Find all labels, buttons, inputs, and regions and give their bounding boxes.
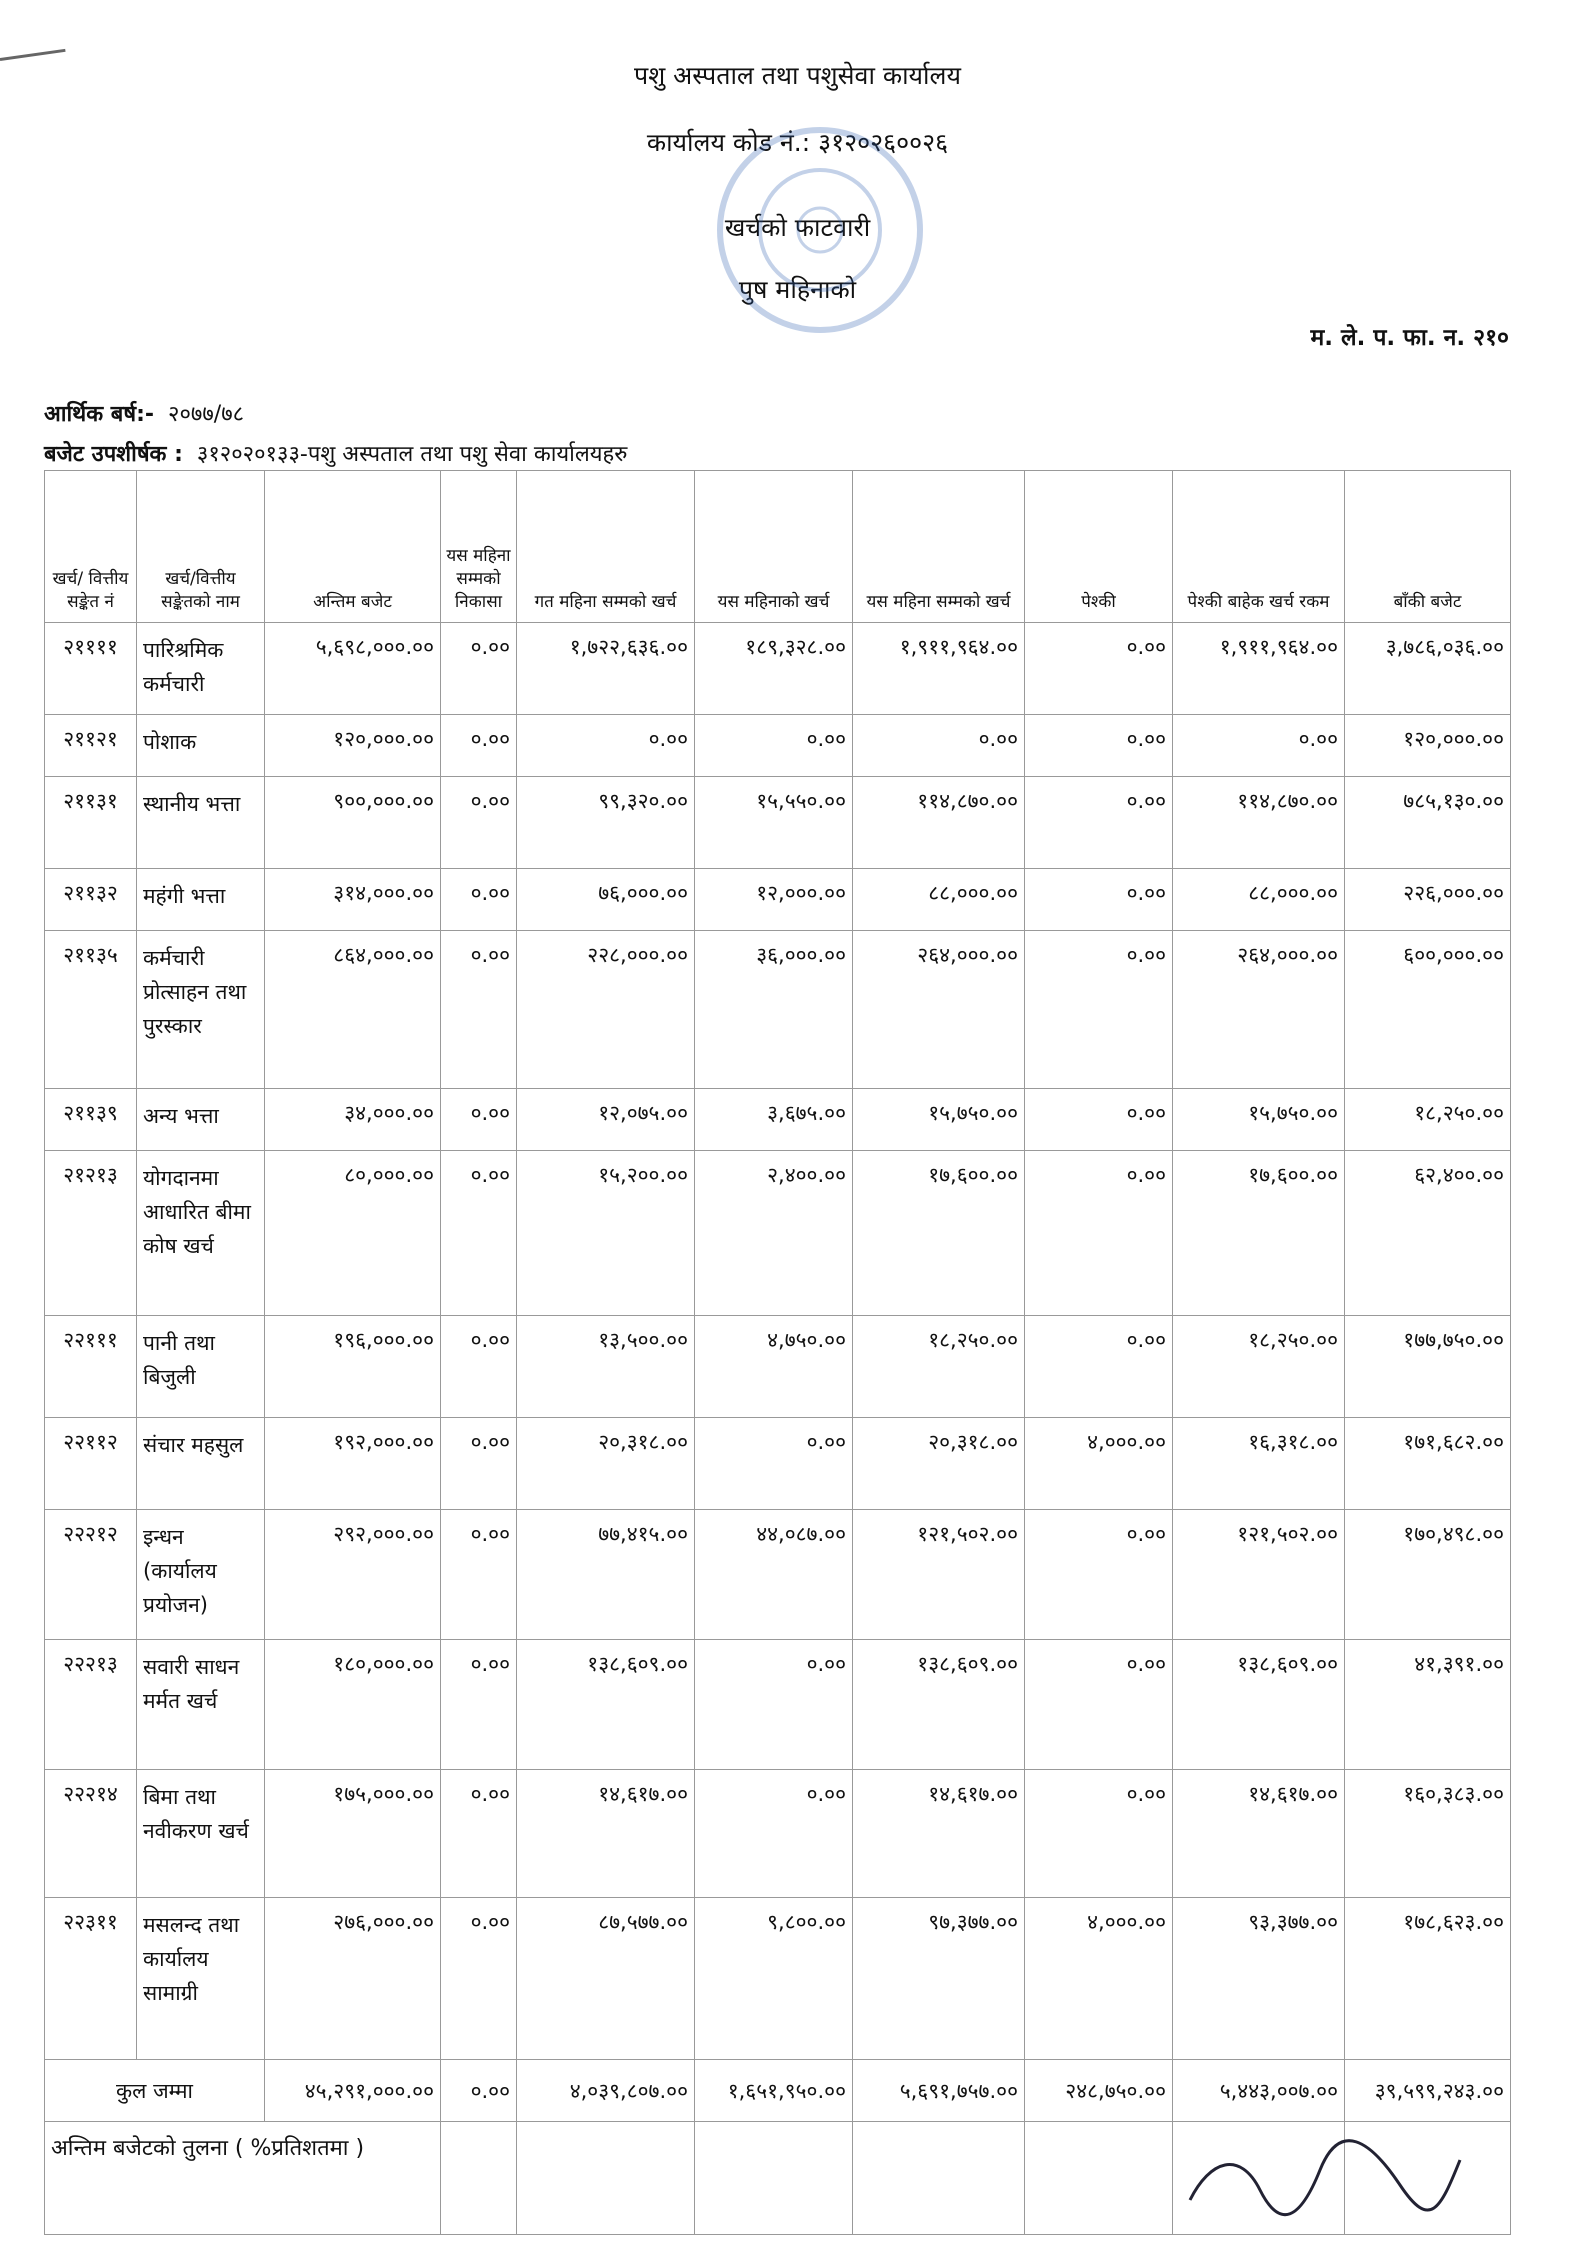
cell-net-expense: १८,२५०.०० [1173,1316,1345,1418]
cell-remaining: १८,२५०.०० [1345,1089,1511,1151]
total-final-budget: ४५,२९१,०००.०० [265,2060,441,2122]
table-row [45,1898,1511,2060]
report-title: खर्चको फाटवारी [724,213,871,242]
cell-month-expense: २,४००.०० [695,1151,853,1316]
cell-final-budget: २९२,०००.०० [265,1510,441,1640]
cell-final-budget: ५,६९८,०००.०० [265,623,441,715]
cell-name: महंगी भत्ता [137,869,265,931]
fiscal-year-value: २०७७/७८ [168,402,245,427]
total-advance: २४८,७५०.०० [1025,2060,1173,2122]
cell-final-budget: ३१४,०००.०० [265,869,441,931]
cell-cumulative-expense: १७,६००.०० [853,1151,1025,1316]
col-header-advance: पेश्की [1025,471,1173,623]
col-header-final-budget: अन्तिम बजेट [265,471,441,623]
col-header-prev-expense: गत महिना सम्मको खर्च [517,471,695,623]
cell-cumulative-expense: ०.०० [853,715,1025,777]
total-remaining: ३९,५९९,२४३.०० [1345,2060,1511,2122]
cell-cumulative-expense: ९७,३७७.०० [853,1898,1025,2060]
cell-month-expense: १५,५५०.०० [695,777,853,869]
total-cumulative-expense: ५,६९१,७५७.०० [853,2060,1025,2122]
cell-release: ०.०० [441,1898,517,2060]
cell-net-expense: ९३,३७७.०० [1173,1898,1345,2060]
cell-final-budget: ८६४,०००.०० [265,931,441,1089]
expense-table [44,470,1511,2235]
cell-final-budget: १९२,०००.०० [265,1418,441,1510]
cell-cumulative-expense: १२१,५०२.०० [853,1510,1025,1640]
total-month-expense: १,६५१,९५०.०० [695,2060,853,2122]
col-header-remaining: बाँकी बजेट [1345,471,1511,623]
cell-net-expense: १२१,५०२.०० [1173,1510,1345,1640]
cell-remaining: १७१,६८२.०० [1345,1418,1511,1510]
cell-net-expense: ८८,०००.०० [1173,869,1345,931]
table-row [45,1510,1511,1640]
office-name: पशु अस्पताल तथा पशुसेवा कार्यालय [634,61,961,90]
cell-name: सवारी साधन मर्मत खर्च [137,1640,265,1770]
cell-remaining: ६००,०००.०० [1345,931,1511,1089]
cell-code: २११११ [45,623,137,715]
cell-advance: ०.०० [1025,1316,1173,1418]
cell-code: २११२१ [45,715,137,777]
cell-name: बिमा तथा नवीकरण खर्च [137,1770,265,1898]
col-header-cumulative-expense: यस महिना सम्मको खर्च [853,471,1025,623]
cell-month-expense: ४,७५०.०० [695,1316,853,1418]
table-row [45,623,1511,715]
cell-cumulative-expense: १८,२५०.०० [853,1316,1025,1418]
cell-code: २२११२ [45,1418,137,1510]
col-header-month-expense: यस महिनाको खर्च [695,471,853,623]
budget-head-value: ३१२०२०१३३-पशु अस्पताल तथा पशु सेवा कार्यालयहरु [196,442,628,467]
cell-final-budget: ९००,०००.०० [265,777,441,869]
signature [1170,2130,1470,2230]
cell-month-expense: ९,८००.०० [695,1898,853,2060]
cell-release: ०.०० [441,1418,517,1510]
cell-advance: ०.०० [1025,777,1173,869]
cell-remaining: १७०,४९८.०० [1345,1510,1511,1640]
table-row [45,869,1511,931]
cell-final-budget: ८०,०००.०० [265,1151,441,1316]
cell-final-budget: २७६,०००.०० [265,1898,441,2060]
cell-cumulative-expense: ८८,०००.०० [853,869,1025,931]
cell-name: पारिश्रमिक कर्मचारी [137,623,265,715]
cell-month-expense: ३,६७५.०० [695,1089,853,1151]
cell-release: ०.०० [441,1316,517,1418]
cell-name: संचार महसुल [137,1418,265,1510]
cell-release: ०.०० [441,869,517,931]
cell-final-budget: ३४,०००.०० [265,1089,441,1151]
cell-advance: ४,०००.०० [1025,1418,1173,1510]
cell-net-expense: १३८,६०९.०० [1173,1640,1345,1770]
cell-release: ०.०० [441,623,517,715]
cell-release: ०.०० [441,1640,517,1770]
cell-month-expense: ०.०० [695,1770,853,1898]
cell-code: २११३१ [45,777,137,869]
cell-final-budget: १९६,०००.०० [265,1316,441,1418]
cell-prev-expense: १२,०७५.०० [517,1089,695,1151]
cell-month-expense: ०.०० [695,1418,853,1510]
total-row [45,2060,1511,2122]
cell-final-budget: १२०,०००.०० [265,715,441,777]
cell-release: ०.०० [441,1510,517,1640]
cell-advance: ०.०० [1025,1770,1173,1898]
table-header-row [45,471,1511,623]
cell-cumulative-expense: २०,३१८.०० [853,1418,1025,1510]
cell-prev-expense: ७६,०००.०० [517,869,695,931]
cell-advance: ०.०० [1025,869,1173,931]
table-row [45,1418,1511,1510]
cell-net-expense: १७,६००.०० [1173,1151,1345,1316]
cell-release: ०.०० [441,931,517,1089]
cell-name: मसलन्द तथा कार्यालय सामाग्री [137,1898,265,2060]
cell-net-expense: १६,३१८.०० [1173,1418,1345,1510]
cell-name: योगदानमा आधारित बीमा कोष खर्च [137,1151,265,1316]
total-net-expense: ५,४४३,००७.०० [1173,2060,1345,2122]
comparison-cell [1025,2122,1173,2235]
cell-month-expense: ०.०० [695,715,853,777]
budget-head [44,438,627,468]
form-number: म. ले. प. फा. न. २१० [1310,325,1509,351]
total-prev-expense: ४,०३९,८०७.०० [517,2060,695,2122]
cell-cumulative-expense: १,९११,९६४.०० [853,623,1025,715]
cell-code: २११३५ [45,931,137,1089]
cell-code: २२३११ [45,1898,137,2060]
table-row [45,1316,1511,1418]
fiscal-year [44,398,244,428]
cell-prev-expense: ७७,४१५.०० [517,1510,695,1640]
table-row [45,931,1511,1089]
cell-remaining: १७७,७५०.०० [1345,1316,1511,1418]
cell-remaining: ७८५,१३०.०० [1345,777,1511,869]
cell-name: स्थानीय भत्ता [137,777,265,869]
cell-code: २२२१३ [45,1640,137,1770]
cell-name: इन्धन (कार्यालय प्रयोजन) [137,1510,265,1640]
cell-name: अन्य भत्ता [137,1089,265,1151]
table-row [45,1089,1511,1151]
cell-month-expense: ०.०० [695,1640,853,1770]
col-header-code: खर्च/ वित्तीय सङ्केत नं [45,471,137,623]
cell-release: ०.०० [441,715,517,777]
cell-cumulative-expense: २६४,०००.०० [853,931,1025,1089]
col-header-net-expense: पेश्की बाहेक खर्च रकम [1173,471,1345,623]
total-label: कुल जम्मा [45,2060,265,2122]
cell-remaining: ६२,४००.०० [1345,1151,1511,1316]
cell-cumulative-expense: ११४,८७०.०० [853,777,1025,869]
cell-net-expense: १,९११,९६४.०० [1173,623,1345,715]
cell-name: कर्मचारी प्रोत्साहन तथा पुरस्कार [137,931,265,1089]
cell-code: २११३९ [45,1089,137,1151]
cell-final-budget: १८०,०००.०० [265,1640,441,1770]
cell-month-expense: १८९,३२८.०० [695,623,853,715]
cell-prev-expense: २२८,०००.०० [517,931,695,1089]
cell-code: २२२१४ [45,1770,137,1898]
table-row [45,1640,1511,1770]
cell-advance: ४,०००.०० [1025,1898,1173,2060]
table-row [45,777,1511,869]
comparison-cell [441,2122,517,2235]
cell-advance: ०.०० [1025,1640,1173,1770]
col-header-release: यस महिना सम्मको निकासा [441,471,517,623]
cell-advance: ०.०० [1025,623,1173,715]
cell-prev-expense: १५,२००.०० [517,1151,695,1316]
cell-advance: ०.०० [1025,715,1173,777]
cell-prev-expense: ९९,३२०.०० [517,777,695,869]
total-release: ०.०० [441,2060,517,2122]
cell-prev-expense: १३,५००.०० [517,1316,695,1418]
office-stamp [670,110,970,350]
table-row [45,715,1511,777]
cell-remaining: ३,७८६,०३६.०० [1345,623,1511,715]
cell-advance: ०.०० [1025,1089,1173,1151]
cell-month-expense: ३६,०००.०० [695,931,853,1089]
col-header-name: खर्च/वित्तीय सङ्केतको नाम [137,471,265,623]
cell-net-expense: ०.०० [1173,715,1345,777]
cell-net-expense: ११४,८७०.०० [1173,777,1345,869]
comparison-cell [517,2122,695,2235]
office-code: कार्यालय कोड नं.: ३१२०२६००२६ [646,128,949,157]
cell-final-budget: १७५,०००.०० [265,1770,441,1898]
cell-net-expense: १४,६१७.०० [1173,1770,1345,1898]
cell-release: ०.०० [441,1151,517,1316]
cell-remaining: १६०,३८३.०० [1345,1770,1511,1898]
cell-advance: ०.०० [1025,1151,1173,1316]
cell-prev-expense: १४,६१७.०० [517,1770,695,1898]
cell-release: ०.०० [441,1770,517,1898]
table-row [45,1151,1511,1316]
cell-code: २२१११ [45,1316,137,1418]
cell-cumulative-expense: १३८,६०९.०० [853,1640,1025,1770]
report-month: पुष महिनाको [738,275,857,304]
cell-net-expense: २६४,०००.०० [1173,931,1345,1089]
cell-prev-expense: ०.०० [517,715,695,777]
cell-advance: ०.०० [1025,1510,1173,1640]
cell-prev-expense: १,७२२,६३६.०० [517,623,695,715]
cell-month-expense: १२,०००.०० [695,869,853,931]
cell-name: पानी तथा बिजुली [137,1316,265,1418]
fiscal-year-label: आर्थिक बर्ष:- [44,402,155,427]
cell-cumulative-expense: १४,६१७.०० [853,1770,1025,1898]
cell-prev-expense: १३८,६०९.०० [517,1640,695,1770]
cell-code: २१२१३ [45,1151,137,1316]
cell-remaining: २२६,०००.०० [1345,869,1511,931]
cell-prev-expense: २०,३१८.०० [517,1418,695,1510]
cell-cumulative-expense: १५,७५०.०० [853,1089,1025,1151]
cell-code: २२२१२ [45,1510,137,1640]
comparison-cell [695,2122,853,2235]
cell-net-expense: १५,७५०.०० [1173,1089,1345,1151]
cell-month-expense: ४४,०८७.०० [695,1510,853,1640]
cell-remaining: १७८,६२३.०० [1345,1898,1511,2060]
cell-name: पोशाक [137,715,265,777]
comparison-cell [853,2122,1025,2235]
cell-prev-expense: ८७,५७७.०० [517,1898,695,2060]
cell-code: २११३२ [45,869,137,931]
cell-release: ०.०० [441,1089,517,1151]
table-row [45,1770,1511,1898]
comparison-label: अन्तिम बजेटको तुलना ( %प्रतिशतमा ) [45,2122,441,2235]
cell-advance: ०.०० [1025,931,1173,1089]
cell-release: ०.०० [441,777,517,869]
budget-head-label: बजेट उपशीर्षक : [44,442,183,467]
cell-remaining: ४१,३९१.०० [1345,1640,1511,1770]
cell-remaining: १२०,०००.०० [1345,715,1511,777]
